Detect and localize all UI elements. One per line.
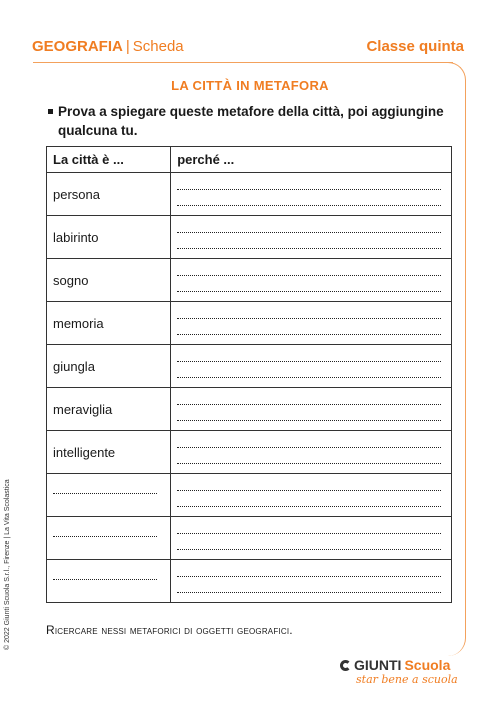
table-row: [47, 216, 452, 259]
table-row: [47, 345, 452, 388]
grade-label: Classe quinta: [366, 37, 464, 55]
answer-cell[interactable]: [171, 517, 452, 560]
worksheet-title: LA CITTÀ IN METAFORA: [171, 78, 329, 93]
instruction-text: Prova a spiegare queste metafore della città, poi aggiungine qualcuna tu.: [48, 102, 458, 140]
answer-cell[interactable]: [171, 474, 452, 517]
giunti-g-icon: [340, 660, 351, 671]
answer-cell[interactable]: [171, 302, 452, 345]
table-row: [47, 173, 452, 216]
blank-metaphor-cell[interactable]: [47, 474, 171, 517]
table-row: [47, 302, 452, 345]
metaphor-cell: persona: [47, 173, 171, 216]
metaphor-cell: labirinto: [47, 216, 171, 259]
blank-metaphor-cell[interactable]: [47, 517, 171, 560]
page-header: [32, 36, 464, 56]
logo-tagline: star bene a scuola: [356, 673, 458, 686]
answer-cell[interactable]: [171, 388, 452, 431]
logo-brand: [340, 657, 460, 673]
table-row: [47, 560, 452, 603]
table-row: [47, 474, 452, 517]
metaphor-cell: giungla: [47, 345, 171, 388]
answer-cell[interactable]: [171, 345, 452, 388]
copyright-notice: © 2022 Giunti Scuola S.r.l., Firenze | La Vita Scolastica: [4, 479, 11, 650]
subject-label: [32, 38, 184, 55]
sheet-kind: Scheda: [132, 37, 184, 55]
publisher-logo: [340, 657, 460, 686]
column-header-why: perché ...: [171, 147, 452, 173]
learning-objective: Ricercare nessi metaforici di oggetti geografici.: [46, 623, 293, 637]
answer-cell[interactable]: [171, 560, 452, 603]
table-row: [47, 431, 452, 474]
blank-metaphor-cell[interactable]: [47, 560, 171, 603]
logo-brand-a: GIUNTI: [354, 657, 402, 673]
table-row: [47, 259, 452, 302]
answer-cell[interactable]: [171, 173, 452, 216]
table-row: [47, 517, 452, 560]
table-header-row: [47, 147, 452, 173]
subject-name: GEOGRAFIA: [32, 37, 123, 55]
answer-cell[interactable]: [171, 431, 452, 474]
logo-brand-b: Scuola: [404, 657, 451, 673]
metaphor-cell: intelligente: [47, 431, 171, 474]
metaphor-cell: sogno: [47, 259, 171, 302]
metaphor-cell: meraviglia: [47, 388, 171, 431]
answer-cell[interactable]: [171, 216, 452, 259]
answer-cell[interactable]: [171, 259, 452, 302]
column-header-city: La città è ...: [47, 147, 171, 173]
metaphor-cell: memoria: [47, 302, 171, 345]
table-row: [47, 388, 452, 431]
subject-separator: |: [125, 37, 130, 55]
metaphor-table: [46, 146, 452, 603]
